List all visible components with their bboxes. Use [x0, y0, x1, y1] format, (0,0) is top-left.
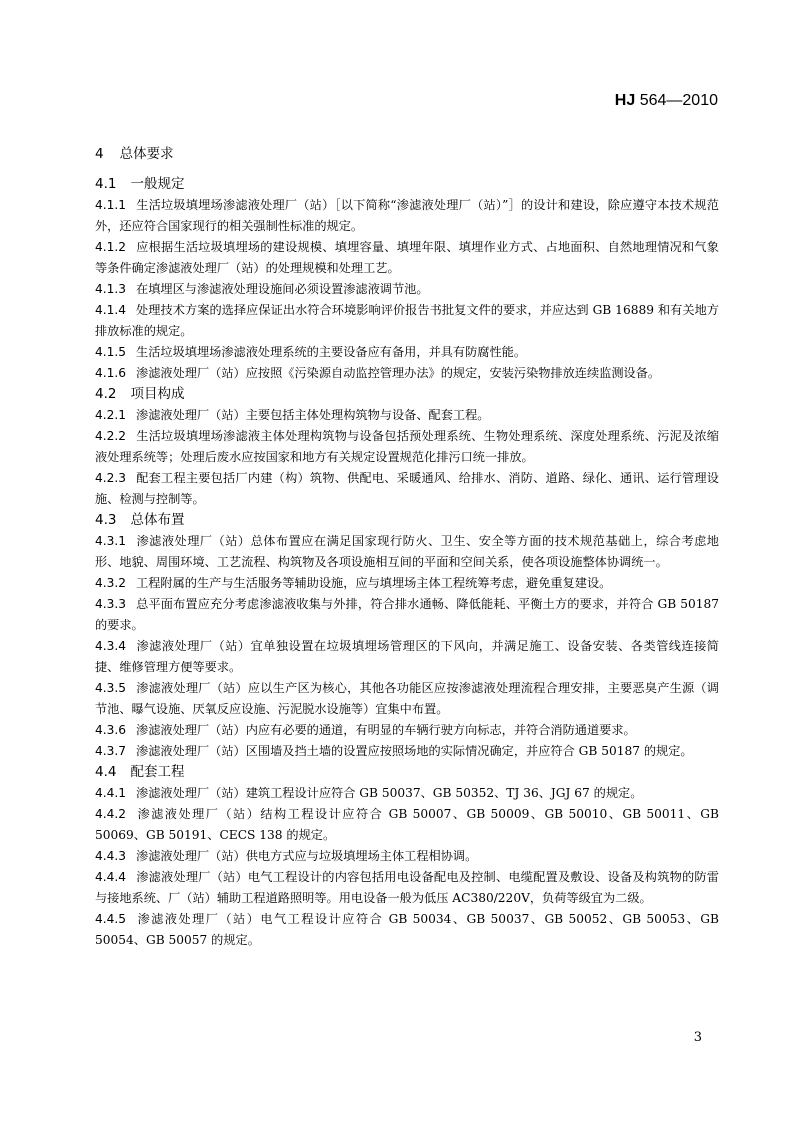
standard-prefix: HJ	[614, 92, 636, 109]
clause-paragraph	[95, 909, 719, 951]
clause-text: 渗滤液处理厂（站）应按照《污染源自动监控管理办法》的规定，安装污染物排放连续监测设备。	[136, 366, 661, 380]
clause-paragraph	[95, 426, 719, 468]
clause-text: 渗滤液处理厂（站）结构工程设计应符合 GB 50007、GB 50009、GB 50010、GB 50011、GB 50069、GB 50191、CECS 138 的规定。	[95, 807, 719, 842]
clause-text: 渗滤液处理厂（站）建筑工程设计应符合 GB 50037、GB 50352、TJ 36、JGJ 67 的规定。	[136, 786, 643, 800]
section-heading	[95, 384, 719, 405]
clause-number: 4.1.2	[95, 240, 127, 254]
chapter-number: 4	[95, 146, 104, 162]
section-number: 4.3	[95, 512, 117, 528]
clause-text: 渗滤液处理厂（站）内应有必要的通道，有明显的车辆行驶方向标志，并符合消防通道要求。	[136, 723, 636, 737]
clause-text: 渗滤液处理厂（站）主要包括主体处理构筑物与设备、配套工程。	[136, 408, 490, 422]
clause-paragraph	[95, 783, 719, 804]
clause-paragraph	[95, 846, 719, 867]
clause-number: 4.2.3	[95, 471, 127, 485]
clause-number: 4.4.1	[95, 786, 127, 800]
clause-paragraph	[95, 342, 719, 363]
clause-paragraph	[95, 531, 719, 573]
clause-paragraph	[95, 279, 719, 300]
clause-paragraph	[95, 678, 719, 720]
document-body	[95, 144, 719, 951]
clause-text: 工程附属的生产与生活服务等辅助设施，应与填埋场主体工程统筹考虑，避免重复建设。	[136, 576, 612, 590]
clause-text: 渗滤液处理厂（站）总体布置应在满足国家现行防火、卫生、安全等方面的技术规范基础上，综合考虑地形、地貌、周围环境、工艺流程、构筑物及各项设施相互间的平面和空间关系，使各项设施整体协调统一。	[95, 534, 719, 569]
section-heading	[95, 174, 719, 195]
clause-paragraph	[95, 720, 719, 741]
sections-container	[95, 174, 719, 951]
clause-number: 4.3.4	[95, 639, 127, 653]
clause-number: 4.3.3	[95, 597, 127, 611]
clause-number: 4.4.5	[95, 912, 127, 926]
clause-text: 渗滤液处理厂（站）宜单独设置在垃圾填埋场管理区的下风向，并满足施工、设备安装、各类管线连接简捷、维修管理方便等要求。	[95, 639, 719, 674]
clause-text: 总平面布置应充分考虑渗滤液收集与外排，符合排水通畅、降低能耗、平衡土方的要求，并符合 GB 50187 的要求。	[95, 597, 719, 632]
clause-paragraph	[95, 573, 719, 594]
clause-paragraph	[95, 468, 719, 510]
clause-paragraph	[95, 594, 719, 636]
section-number: 4.2	[95, 386, 117, 402]
clause-number: 4.4.3	[95, 849, 127, 863]
clause-paragraph	[95, 405, 719, 426]
clause-text: 应根据生活垃圾填埋场的建设规模、填埋容量、填埋年限、填埋作业方式、占地面积、自然地理情况和气象等条件确定渗滤液处理厂（站）的处理规模和处理工艺。	[95, 240, 719, 275]
clause-text: 生活垃圾填埋场渗滤液处理系统的主要设备应有备用，并具有防腐性能。	[136, 345, 527, 359]
standard-number: 564—2010	[639, 92, 718, 109]
clause-paragraph	[95, 195, 719, 237]
section-title: 一般规定	[130, 176, 185, 192]
clause-number: 4.1.4	[95, 303, 127, 317]
section-number: 4.1	[95, 176, 117, 192]
clause-text: 渗滤液处理厂（站）区围墙及挡土墙的设置应按照场地的实际情况确定，并应符合 GB 50187 的规定。	[136, 744, 693, 758]
chapter-title: 总体要求	[119, 146, 174, 162]
clause-text: 生活垃圾填埋场渗滤液主体处理构筑物与设备包括预处理系统、生物处理系统、深度处理系统、污泥及浓缩液处理系统等；处理后废水应按国家和地方有关规定设置规范化排污口统一排放。	[95, 429, 719, 464]
chapter-heading	[95, 144, 719, 165]
document-code	[615, 92, 718, 110]
clause-number: 4.2.2	[95, 429, 127, 443]
section-title: 项目构成	[130, 386, 185, 402]
clause-text: 渗滤液处理厂（站）电气工程设计的内容包括用电设备配电及控制、电缆配置及敷设、设备及构筑物的防雷与接地系统、厂（站）辅助工程道路照明等。用电设备一般为低压 AC380/220V，负荷等级宜为二级。	[95, 870, 719, 905]
clause-number: 4.3.7	[95, 744, 127, 758]
clause-number: 4.3.1	[95, 534, 127, 548]
clause-number: 4.4.2	[95, 807, 127, 821]
section-heading	[95, 762, 719, 783]
clause-number: 4.3.6	[95, 723, 127, 737]
clause-text: 配套工程主要包括厂内建（构）筑物、供配电、采暖通风、给排水、消防、道路、绿化、通讯、运行管理设施、检测与控制等。	[95, 471, 719, 506]
clause-number: 4.3.2	[95, 576, 127, 590]
clause-number: 4.4.4	[95, 870, 127, 884]
clause-number: 4.1.5	[95, 345, 127, 359]
section-heading	[95, 510, 719, 531]
section-title: 配套工程	[130, 764, 185, 780]
clause-number: 4.1.3	[95, 282, 127, 296]
clause-paragraph	[95, 636, 719, 678]
clause-text: 渗滤液处理厂（站）应以生产区为核心，其他各功能区应按渗滤液处理流程合理安排，主要恶臭产生源（调节池、曝气设施、厌氧反应设施、污泥脱水设施等）宜集中布置。	[95, 681, 719, 716]
clause-paragraph	[95, 300, 719, 342]
clause-text: 生活垃圾填埋场渗滤液处理厂（站）［以下简称“渗滤液处理厂（站）”］的设计和建设，除应遵守本技术规范外，还应符合国家现行的相关强制性标准的规定。	[95, 198, 719, 233]
clause-number: 4.1.1	[95, 198, 127, 212]
clause-number: 4.1.6	[95, 366, 127, 380]
clause-text: 渗滤液处理厂（站）供电方式应与垃圾填埋场主体工程相协调。	[136, 849, 478, 863]
clause-text: 在填埋区与渗滤液处理设施间必须设置渗滤液调节池。	[136, 282, 429, 296]
clause-paragraph	[95, 804, 719, 846]
clause-number: 4.3.5	[95, 681, 127, 695]
clause-paragraph	[95, 741, 719, 762]
section-number: 4.4	[95, 764, 117, 780]
clause-text: 渗滤液处理厂（站）电气工程设计应符合 GB 50034、GB 50037、GB 50052、GB 50053、GB 50054、GB 50057 的规定。	[95, 912, 719, 947]
clause-text: 处理技术方案的选择应保证出水符合环境影响评价报告书批复文件的要求，并应达到 GB 16889 和有关地方排放标准的规定。	[95, 303, 719, 338]
section-title: 总体布置	[130, 512, 185, 528]
clause-paragraph	[95, 867, 719, 909]
clause-number: 4.2.1	[95, 408, 127, 422]
clause-paragraph	[95, 237, 719, 279]
clause-paragraph	[95, 363, 719, 384]
page-number: 3	[693, 1030, 702, 1045]
